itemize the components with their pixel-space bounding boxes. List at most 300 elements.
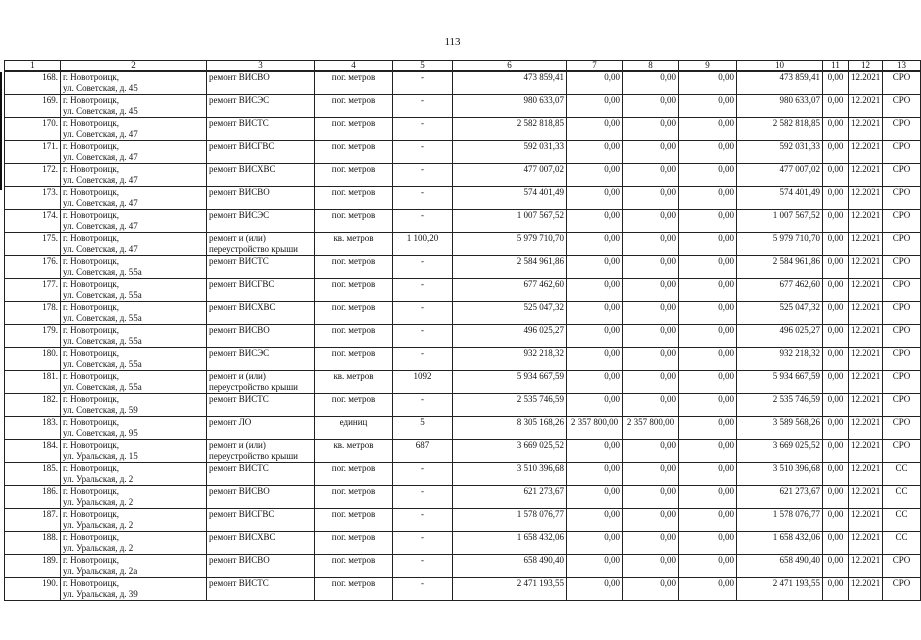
cell-address: г. Новотроицк, ул. Уральская, д. 2а: [61, 555, 207, 578]
cell-total-cost: 677 462,60: [453, 279, 567, 302]
cell-fund-federal: 0,00: [567, 95, 623, 118]
cell-fund-regional: 0,00: [623, 578, 679, 601]
cell-fund-regional: 0,00: [623, 141, 679, 164]
cell-work-type: ремонт ВИСГВС: [207, 141, 315, 164]
table-row: [5, 210, 921, 233]
cell-financing-method: СРО: [883, 348, 921, 371]
cell-fund-regional: 0,00: [623, 348, 679, 371]
cell-specific-cost: 0,00: [823, 71, 849, 95]
cell-fund-owners: 592 031,33: [737, 141, 823, 164]
cell-fund-federal: 0,00: [567, 71, 623, 95]
cell-row-number: 188.: [5, 532, 61, 555]
cell-row-number: 190.: [5, 578, 61, 601]
cell-fund-regional: 0,00: [623, 187, 679, 210]
cell-address: г. Новотроицк, ул. Уральская, д. 2: [61, 509, 207, 532]
cell-quantity: -: [393, 279, 453, 302]
cell-row-number: 176.: [5, 256, 61, 279]
cell-completion-date: 12.2021: [849, 555, 883, 578]
cell-total-cost: 525 047,32: [453, 302, 567, 325]
cell-address: г. Новотроицк, ул. Уральская, д. 15: [61, 440, 207, 463]
table-row: [5, 325, 921, 348]
cell-row-number: 183.: [5, 417, 61, 440]
cell-unit: пог. метров: [315, 509, 393, 532]
cell-fund-owners: 658 490,40: [737, 555, 823, 578]
cell-work-type: ремонт ВИСТС: [207, 394, 315, 417]
cell-specific-cost: 0,00: [823, 509, 849, 532]
table-row: [5, 371, 921, 394]
cell-specific-cost: 0,00: [823, 95, 849, 118]
cell-total-cost: 473 859,41: [453, 71, 567, 95]
column-header-11: 11: [823, 61, 849, 72]
cell-work-type: ремонт ВИСВО: [207, 71, 315, 95]
cell-work-type: ремонт ВИСГВС: [207, 279, 315, 302]
table-row: [5, 394, 921, 417]
cell-fund-regional: 0,00: [623, 233, 679, 256]
cell-total-cost: 2 582 818,85: [453, 118, 567, 141]
cell-quantity: -: [393, 210, 453, 233]
cell-financing-method: СС: [883, 463, 921, 486]
cell-fund-local: 0,00: [679, 71, 737, 95]
cell-fund-local: 0,00: [679, 394, 737, 417]
cell-unit: пог. метров: [315, 141, 393, 164]
cell-unit: пог. метров: [315, 348, 393, 371]
cell-fund-federal: 0,00: [567, 187, 623, 210]
table-row: [5, 95, 921, 118]
cell-fund-local: 0,00: [679, 95, 737, 118]
cell-total-cost: 2 535 746,59: [453, 394, 567, 417]
cell-financing-method: СРО: [883, 233, 921, 256]
table-row: [5, 279, 921, 302]
cell-quantity: -: [393, 578, 453, 601]
cell-financing-method: СРО: [883, 256, 921, 279]
cell-specific-cost: 0,00: [823, 302, 849, 325]
cell-financing-method: СРО: [883, 141, 921, 164]
cell-fund-local: 0,00: [679, 187, 737, 210]
table-row: [5, 256, 921, 279]
cell-financing-method: СС: [883, 509, 921, 532]
cell-fund-owners: 2 584 961,86: [737, 256, 823, 279]
table-row: [5, 71, 921, 95]
column-header-13: 13: [883, 61, 921, 72]
cell-fund-local: 0,00: [679, 463, 737, 486]
cell-address: г. Новотроицк, ул. Советская, д. 47: [61, 233, 207, 256]
cell-quantity: -: [393, 486, 453, 509]
cell-financing-method: СРО: [883, 578, 921, 601]
cell-fund-local: 0,00: [679, 509, 737, 532]
cell-fund-owners: 2 582 818,85: [737, 118, 823, 141]
cell-financing-method: СРО: [883, 555, 921, 578]
cell-fund-regional: 0,00: [623, 371, 679, 394]
cell-fund-owners: 621 273,67: [737, 486, 823, 509]
cell-fund-federal: 2 357 800,00: [567, 417, 623, 440]
cell-total-cost: 477 007,02: [453, 164, 567, 187]
table-row: [5, 302, 921, 325]
cell-financing-method: СРО: [883, 325, 921, 348]
cell-address: г. Новотроицк, ул. Советская, д. 59: [61, 394, 207, 417]
cell-unit: единиц: [315, 417, 393, 440]
table-row: [5, 440, 921, 463]
cell-address: г. Новотроицк, ул. Советская, д. 55а: [61, 325, 207, 348]
table-row: [5, 486, 921, 509]
cell-row-number: 173.: [5, 187, 61, 210]
cell-financing-method: СРО: [883, 71, 921, 95]
cell-unit: пог. метров: [315, 578, 393, 601]
cell-financing-method: СРО: [883, 187, 921, 210]
cell-fund-regional: 0,00: [623, 71, 679, 95]
cell-fund-regional: 0,00: [623, 95, 679, 118]
table-row: [5, 555, 921, 578]
cell-quantity: 1 100,20: [393, 233, 453, 256]
cell-total-cost: 8 305 168,26: [453, 417, 567, 440]
cell-fund-owners: 2 535 746,59: [737, 394, 823, 417]
cell-work-type: ремонт ВИСХВС: [207, 532, 315, 555]
cell-address: г. Новотроицк, ул. Советская, д. 55а: [61, 279, 207, 302]
cell-fund-regional: 2 357 800,00: [623, 417, 679, 440]
cell-total-cost: 3 510 396,68: [453, 463, 567, 486]
cell-completion-date: 12.2021: [849, 164, 883, 187]
cell-row-number: 178.: [5, 302, 61, 325]
cell-completion-date: 12.2021: [849, 279, 883, 302]
cell-work-type: ремонт ВИСЭС: [207, 210, 315, 233]
cell-fund-federal: 0,00: [567, 555, 623, 578]
cell-total-cost: 1 578 076,77: [453, 509, 567, 532]
cell-fund-owners: 677 462,60: [737, 279, 823, 302]
cell-work-type: ремонт ЛО: [207, 417, 315, 440]
table-row: [5, 233, 921, 256]
cell-completion-date: 12.2021: [849, 95, 883, 118]
cell-unit: пог. метров: [315, 325, 393, 348]
cell-fund-regional: 0,00: [623, 555, 679, 578]
cell-quantity: -: [393, 141, 453, 164]
cell-specific-cost: 0,00: [823, 256, 849, 279]
repair-schedule-table: [4, 60, 921, 601]
cell-row-number: 185.: [5, 463, 61, 486]
cell-specific-cost: 0,00: [823, 348, 849, 371]
cell-fund-local: 0,00: [679, 440, 737, 463]
cell-work-type: ремонт и (или) переустройство крыши: [207, 440, 315, 463]
cell-specific-cost: 0,00: [823, 578, 849, 601]
table-body: [5, 71, 921, 601]
cell-total-cost: 621 273,67: [453, 486, 567, 509]
cell-quantity: -: [393, 164, 453, 187]
cell-work-type: ремонт ВИСВО: [207, 486, 315, 509]
cell-row-number: 189.: [5, 555, 61, 578]
cell-fund-regional: 0,00: [623, 210, 679, 233]
cell-fund-owners: 980 633,07: [737, 95, 823, 118]
cell-total-cost: 2 471 193,55: [453, 578, 567, 601]
cell-fund-local: 0,00: [679, 164, 737, 187]
cell-financing-method: СРО: [883, 371, 921, 394]
table-row: [5, 417, 921, 440]
cell-specific-cost: 0,00: [823, 532, 849, 555]
cell-total-cost: 658 490,40: [453, 555, 567, 578]
cell-unit: кв. метров: [315, 371, 393, 394]
cell-quantity: -: [393, 256, 453, 279]
cell-fund-regional: 0,00: [623, 440, 679, 463]
cell-quantity: -: [393, 95, 453, 118]
cell-fund-owners: 525 047,32: [737, 302, 823, 325]
cell-quantity: -: [393, 463, 453, 486]
cell-unit: пог. метров: [315, 164, 393, 187]
cell-specific-cost: 0,00: [823, 141, 849, 164]
cell-fund-federal: 0,00: [567, 394, 623, 417]
cell-completion-date: 12.2021: [849, 486, 883, 509]
cell-quantity: 687: [393, 440, 453, 463]
cell-quantity: -: [393, 348, 453, 371]
cell-fund-federal: 0,00: [567, 532, 623, 555]
cell-work-type: ремонт ВИСВО: [207, 187, 315, 210]
cell-unit: пог. метров: [315, 71, 393, 95]
cell-fund-owners: 1 007 567,52: [737, 210, 823, 233]
cell-row-number: 171.: [5, 141, 61, 164]
cell-quantity: -: [393, 555, 453, 578]
cell-fund-regional: 0,00: [623, 325, 679, 348]
cell-row-number: 170.: [5, 118, 61, 141]
cell-fund-federal: 0,00: [567, 302, 623, 325]
cell-financing-method: СРО: [883, 279, 921, 302]
cell-unit: пог. метров: [315, 256, 393, 279]
cell-unit: пог. метров: [315, 555, 393, 578]
cell-specific-cost: 0,00: [823, 164, 849, 187]
cell-financing-method: СРО: [883, 164, 921, 187]
cell-fund-federal: 0,00: [567, 256, 623, 279]
cell-fund-local: 0,00: [679, 210, 737, 233]
cell-fund-federal: 0,00: [567, 348, 623, 371]
cell-quantity: -: [393, 394, 453, 417]
cell-work-type: ремонт и (или) переустройство крыши: [207, 233, 315, 256]
cell-fund-federal: 0,00: [567, 486, 623, 509]
cell-unit: пог. метров: [315, 486, 393, 509]
cell-quantity: -: [393, 71, 453, 95]
cell-financing-method: СРО: [883, 440, 921, 463]
cell-fund-regional: 0,00: [623, 486, 679, 509]
cell-specific-cost: 0,00: [823, 394, 849, 417]
cell-total-cost: 980 633,07: [453, 95, 567, 118]
cell-fund-owners: 3 510 396,68: [737, 463, 823, 486]
column-header-9: 9: [679, 61, 737, 72]
cell-row-number: 179.: [5, 325, 61, 348]
cell-completion-date: 12.2021: [849, 233, 883, 256]
cell-completion-date: 12.2021: [849, 440, 883, 463]
cell-specific-cost: 0,00: [823, 486, 849, 509]
cell-row-number: 177.: [5, 279, 61, 302]
cell-quantity: -: [393, 302, 453, 325]
cell-address: г. Новотроицк, ул. Уральская, д. 2: [61, 486, 207, 509]
cell-specific-cost: 0,00: [823, 371, 849, 394]
cell-unit: пог. метров: [315, 279, 393, 302]
cell-completion-date: 12.2021: [849, 509, 883, 532]
cell-work-type: ремонт ВИСХВС: [207, 164, 315, 187]
cell-unit: пог. метров: [315, 532, 393, 555]
cell-fund-regional: 0,00: [623, 164, 679, 187]
cell-address: г. Новотроицк, ул. Советская, д. 95: [61, 417, 207, 440]
cell-total-cost: 1 658 432,06: [453, 532, 567, 555]
cell-fund-regional: 0,00: [623, 394, 679, 417]
cell-fund-owners: 3 589 568,26: [737, 417, 823, 440]
cell-completion-date: 12.2021: [849, 371, 883, 394]
cell-financing-method: СРО: [883, 95, 921, 118]
cell-unit: кв. метров: [315, 440, 393, 463]
cell-work-type: ремонт ВИСЭС: [207, 348, 315, 371]
cell-address: г. Новотроицк, ул. Уральская, д. 39: [61, 578, 207, 601]
cell-work-type: ремонт ВИСВО: [207, 555, 315, 578]
cell-fund-local: 0,00: [679, 578, 737, 601]
cell-fund-owners: 1 658 432,06: [737, 532, 823, 555]
cell-fund-federal: 0,00: [567, 440, 623, 463]
cell-fund-federal: 0,00: [567, 118, 623, 141]
cell-fund-regional: 0,00: [623, 532, 679, 555]
cell-completion-date: 12.2021: [849, 210, 883, 233]
table-row: [5, 463, 921, 486]
cell-fund-regional: 0,00: [623, 118, 679, 141]
cell-address: г. Новотроицк, ул. Советская, д. 55а: [61, 348, 207, 371]
cell-address: г. Новотроицк, ул. Уральская, д. 2: [61, 532, 207, 555]
cell-fund-owners: 2 471 193,55: [737, 578, 823, 601]
table-row: [5, 118, 921, 141]
table-row: [5, 141, 921, 164]
cell-unit: пог. метров: [315, 187, 393, 210]
cell-fund-federal: 0,00: [567, 164, 623, 187]
cell-address: г. Новотроицк, ул. Советская, д. 47: [61, 187, 207, 210]
cell-fund-local: 0,00: [679, 486, 737, 509]
cell-fund-federal: 0,00: [567, 509, 623, 532]
cell-work-type: ремонт ВИСТС: [207, 118, 315, 141]
cell-specific-cost: 0,00: [823, 325, 849, 348]
column-header-1: 1: [5, 61, 61, 72]
cell-row-number: 186.: [5, 486, 61, 509]
cell-total-cost: 1 007 567,52: [453, 210, 567, 233]
cell-completion-date: 12.2021: [849, 394, 883, 417]
column-header-6: 6: [453, 61, 567, 72]
page-number: 113: [444, 36, 461, 48]
cell-total-cost: 592 031,33: [453, 141, 567, 164]
cell-quantity: 5: [393, 417, 453, 440]
cell-fund-local: 0,00: [679, 233, 737, 256]
cell-quantity: -: [393, 532, 453, 555]
cell-fund-owners: 5 979 710,70: [737, 233, 823, 256]
cell-total-cost: 2 584 961,86: [453, 256, 567, 279]
column-header-3: 3: [207, 61, 315, 72]
cell-fund-federal: 0,00: [567, 141, 623, 164]
column-header-8: 8: [623, 61, 679, 72]
table-row: [5, 187, 921, 210]
cell-fund-owners: 5 934 667,59: [737, 371, 823, 394]
cell-fund-federal: 0,00: [567, 279, 623, 302]
cell-specific-cost: 0,00: [823, 440, 849, 463]
cell-fund-regional: 0,00: [623, 256, 679, 279]
cell-specific-cost: 0,00: [823, 279, 849, 302]
cell-total-cost: 496 025,27: [453, 325, 567, 348]
column-header-7: 7: [567, 61, 623, 72]
cell-financing-method: СС: [883, 532, 921, 555]
cell-fund-owners: 574 401,49: [737, 187, 823, 210]
cell-row-number: 181.: [5, 371, 61, 394]
cell-fund-local: 0,00: [679, 302, 737, 325]
cell-specific-cost: 0,00: [823, 463, 849, 486]
cell-fund-regional: 0,00: [623, 509, 679, 532]
cell-unit: пог. метров: [315, 95, 393, 118]
cell-fund-local: 0,00: [679, 555, 737, 578]
cell-completion-date: 12.2021: [849, 578, 883, 601]
cell-address: г. Новотроицк, ул. Советская, д. 47: [61, 164, 207, 187]
cell-specific-cost: 0,00: [823, 233, 849, 256]
cell-specific-cost: 0,00: [823, 555, 849, 578]
column-number-header: [5, 61, 921, 72]
cell-financing-method: СРО: [883, 417, 921, 440]
cell-fund-local: 0,00: [679, 279, 737, 302]
cell-fund-owners: 496 025,27: [737, 325, 823, 348]
cell-row-number: 182.: [5, 394, 61, 417]
cell-quantity: -: [393, 118, 453, 141]
cell-fund-local: 0,00: [679, 348, 737, 371]
cell-work-type: ремонт ВИСТС: [207, 463, 315, 486]
table-row: [5, 348, 921, 371]
cell-fund-local: 0,00: [679, 371, 737, 394]
cell-fund-federal: 0,00: [567, 210, 623, 233]
cell-fund-owners: 1 578 076,77: [737, 509, 823, 532]
cell-financing-method: СРО: [883, 394, 921, 417]
cell-completion-date: 12.2021: [849, 532, 883, 555]
cell-address: г. Новотроицк, ул. Советская, д. 47: [61, 141, 207, 164]
cell-fund-federal: 0,00: [567, 463, 623, 486]
table-row: [5, 164, 921, 187]
cell-fund-owners: 3 669 025,52: [737, 440, 823, 463]
cell-row-number: 175.: [5, 233, 61, 256]
cell-completion-date: 12.2021: [849, 417, 883, 440]
cell-completion-date: 12.2021: [849, 187, 883, 210]
cell-fund-local: 0,00: [679, 118, 737, 141]
cell-unit: пог. метров: [315, 302, 393, 325]
cell-fund-federal: 0,00: [567, 578, 623, 601]
cell-fund-local: 0,00: [679, 532, 737, 555]
cell-row-number: 174.: [5, 210, 61, 233]
cell-fund-local: 0,00: [679, 417, 737, 440]
column-header-5: 5: [393, 61, 453, 72]
cell-completion-date: 12.2021: [849, 118, 883, 141]
cell-address: г. Новотроицк, ул. Советская, д. 45: [61, 95, 207, 118]
cell-specific-cost: 0,00: [823, 118, 849, 141]
cell-financing-method: СРО: [883, 302, 921, 325]
cell-total-cost: 574 401,49: [453, 187, 567, 210]
cell-row-number: 168.: [5, 71, 61, 95]
cell-row-number: 184.: [5, 440, 61, 463]
cell-specific-cost: 0,00: [823, 187, 849, 210]
cell-row-number: 180.: [5, 348, 61, 371]
cell-address: г. Новотроицк, ул. Советская, д. 55а: [61, 256, 207, 279]
cell-total-cost: 3 669 025,52: [453, 440, 567, 463]
cell-fund-federal: 0,00: [567, 371, 623, 394]
cell-address: г. Новотроицк, ул. Уральская, д. 2: [61, 463, 207, 486]
cell-row-number: 187.: [5, 509, 61, 532]
cell-completion-date: 12.2021: [849, 141, 883, 164]
cell-fund-regional: 0,00: [623, 279, 679, 302]
cell-financing-method: СРО: [883, 118, 921, 141]
cell-completion-date: 12.2021: [849, 348, 883, 371]
cell-total-cost: 5 934 667,59: [453, 371, 567, 394]
cell-quantity: -: [393, 325, 453, 348]
cell-fund-federal: 0,00: [567, 233, 623, 256]
cell-unit: пог. метров: [315, 118, 393, 141]
cell-unit: пог. метров: [315, 463, 393, 486]
cell-completion-date: 12.2021: [849, 71, 883, 95]
cell-completion-date: 12.2021: [849, 302, 883, 325]
cell-unit: пог. метров: [315, 394, 393, 417]
cell-total-cost: 5 979 710,70: [453, 233, 567, 256]
column-header-10: 10: [737, 61, 823, 72]
cell-fund-owners: 477 007,02: [737, 164, 823, 187]
cell-financing-method: СС: [883, 486, 921, 509]
cell-quantity: -: [393, 187, 453, 210]
